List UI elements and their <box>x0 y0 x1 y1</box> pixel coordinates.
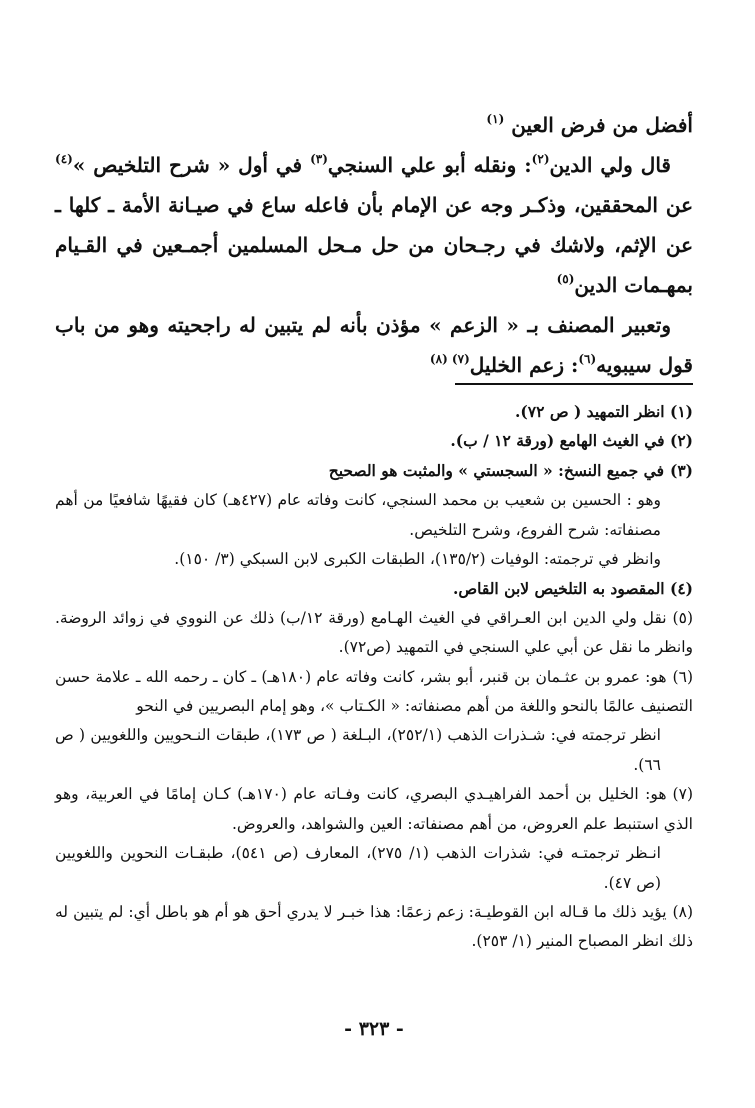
text-run: أفضل من فرض العين <box>511 113 693 137</box>
text-run: في أول « شرح التلخيص » <box>72 153 311 177</box>
footnote-7 <box>55 780 693 898</box>
footnote-ref-7-8: (٧) (٨) <box>429 352 470 366</box>
footnote-5 <box>55 604 693 663</box>
footnote-line: وانظر في ترجمته: الوفيات (١٣٥/٢)، الطبقات الكبرى لابن السبكي (٣/ ١٥٠). <box>174 550 661 569</box>
footnote-separator <box>455 383 693 385</box>
footnote-ref-6: (٦) <box>578 352 597 366</box>
footnote-line: هو: عمرو بن عثـمان بن قنبر، أبو بشر، كانت وفاته عام (١٨٠هـ) ـ كان ـ رحمه الله ـ علامة حسن التصنيف عالمًا بالنحو واللغة من أهم مصنفاته: « الكـتاب »، وهو إمام البصريين في النحو <box>55 667 693 716</box>
footnote-ref-2: (٢) <box>531 152 550 166</box>
footnote-line: هو: الخليل بن أحمد الفراهيـدي البصري، كانت وفـاته عام (١٧٠هـ) كـان إمامًا في العربية، وهو الذي استنبط علم العروض، من أهم مصنفاته: العين والشواهد، والعروض. <box>55 785 693 833</box>
footnote-number: (٣) <box>669 460 693 480</box>
text-run: : زعم الخليل <box>469 353 579 377</box>
footnote-number: (٥) <box>672 608 693 627</box>
main-paragraph-1 <box>55 105 693 145</box>
text-run: قال ولي الدين <box>549 153 671 177</box>
main-text <box>55 105 693 385</box>
text-run: وتعبير المصنف بـ « الزعم » مؤذن بأنه لم يتبين له راجحيته وهو من باب قول سيبويه <box>55 313 693 377</box>
footnote-number: (٧) <box>672 785 693 804</box>
main-paragraph-2 <box>55 145 693 305</box>
footnote-line: وهو : الحسين بن شعيب بن محمد السنجي، كانت وفاته عام (٤٢٧هـ) كان فقيهًا شافعيًا من أهم مصنفاته: شرح الفروع، وشرح التلخيص. <box>55 491 661 539</box>
footnote-line: في جميع النسخ: « السجستي » والمثبت هو الصحيح <box>328 460 664 480</box>
footnote-number: (٨) <box>672 902 693 921</box>
footnote-ref-4: (٤) <box>55 152 73 166</box>
footnote-number: (٦) <box>672 667 693 686</box>
footnotes <box>55 397 693 957</box>
text-run: عن المحققين، وذكـر وجه عن الإمام بأن فاعله ساع في صيـانة الأمة ـ كلها ـ عن الإثم، ولاشك في رجـحان من حل مـحل المسلمين أجمـعين في القـيام بمهـمات الدين <box>55 193 693 297</box>
footnote-line: نقل ولي الدين ابن العـراقي في الغيث الهـامع (ورقة ١٢/ب) ذلك عن النووي في زوائد الروضة. وانظر ما نقل عن أبي علي السنجي في التمهيد (ص٧٢). <box>55 608 693 657</box>
footnote-ref-3: (٣) <box>310 152 328 166</box>
footnote-3 <box>55 456 693 575</box>
footnote-line: انـظر ترجمتـه في: شذرات الذهب (١/ ٢٧٥)، المعارف (ص ٥٤١)، طبقـات النحوين واللغويين (ص ٤٧). <box>55 844 661 892</box>
text-run: : ونقله أبو علي السنجي <box>327 153 532 177</box>
footnote-6 <box>55 663 693 781</box>
footnote-line: انظر ترجمته في: شـذرات الذهب (٢٥٢/١)، البـلغة ( ص ١٧٣)، طبقات النـحويين واللغويين ( ص ٦٦). <box>55 726 661 774</box>
footnote-line: يؤيد ذلك ما قـاله ابن القوطيـة: زعم زعمًا: هذا خبـر لا يدري أحق هو أم هو باطل أي: لم يتبين له ذلك انظر المصباح المنير (١/ ٢٥٣). <box>55 902 693 951</box>
book-page <box>55 0 693 1108</box>
footnote-ref-1: (١) <box>486 112 505 126</box>
page-number: - ٣٢٣ - <box>344 1018 404 1040</box>
footnote-4: (٤) المقصود به التلخيص لابن القاص. <box>453 579 693 599</box>
footnote-ref-5: (٥) <box>556 272 575 286</box>
footnote-1: (١) انظر التمهيد ( ص ٧٢). <box>515 402 693 421</box>
main-paragraph-3 <box>55 305 693 385</box>
footnote-2: (٢) في الغيث الهامع (ورقة ١٢ / ب). <box>450 431 693 451</box>
footnote-8 <box>55 898 693 957</box>
